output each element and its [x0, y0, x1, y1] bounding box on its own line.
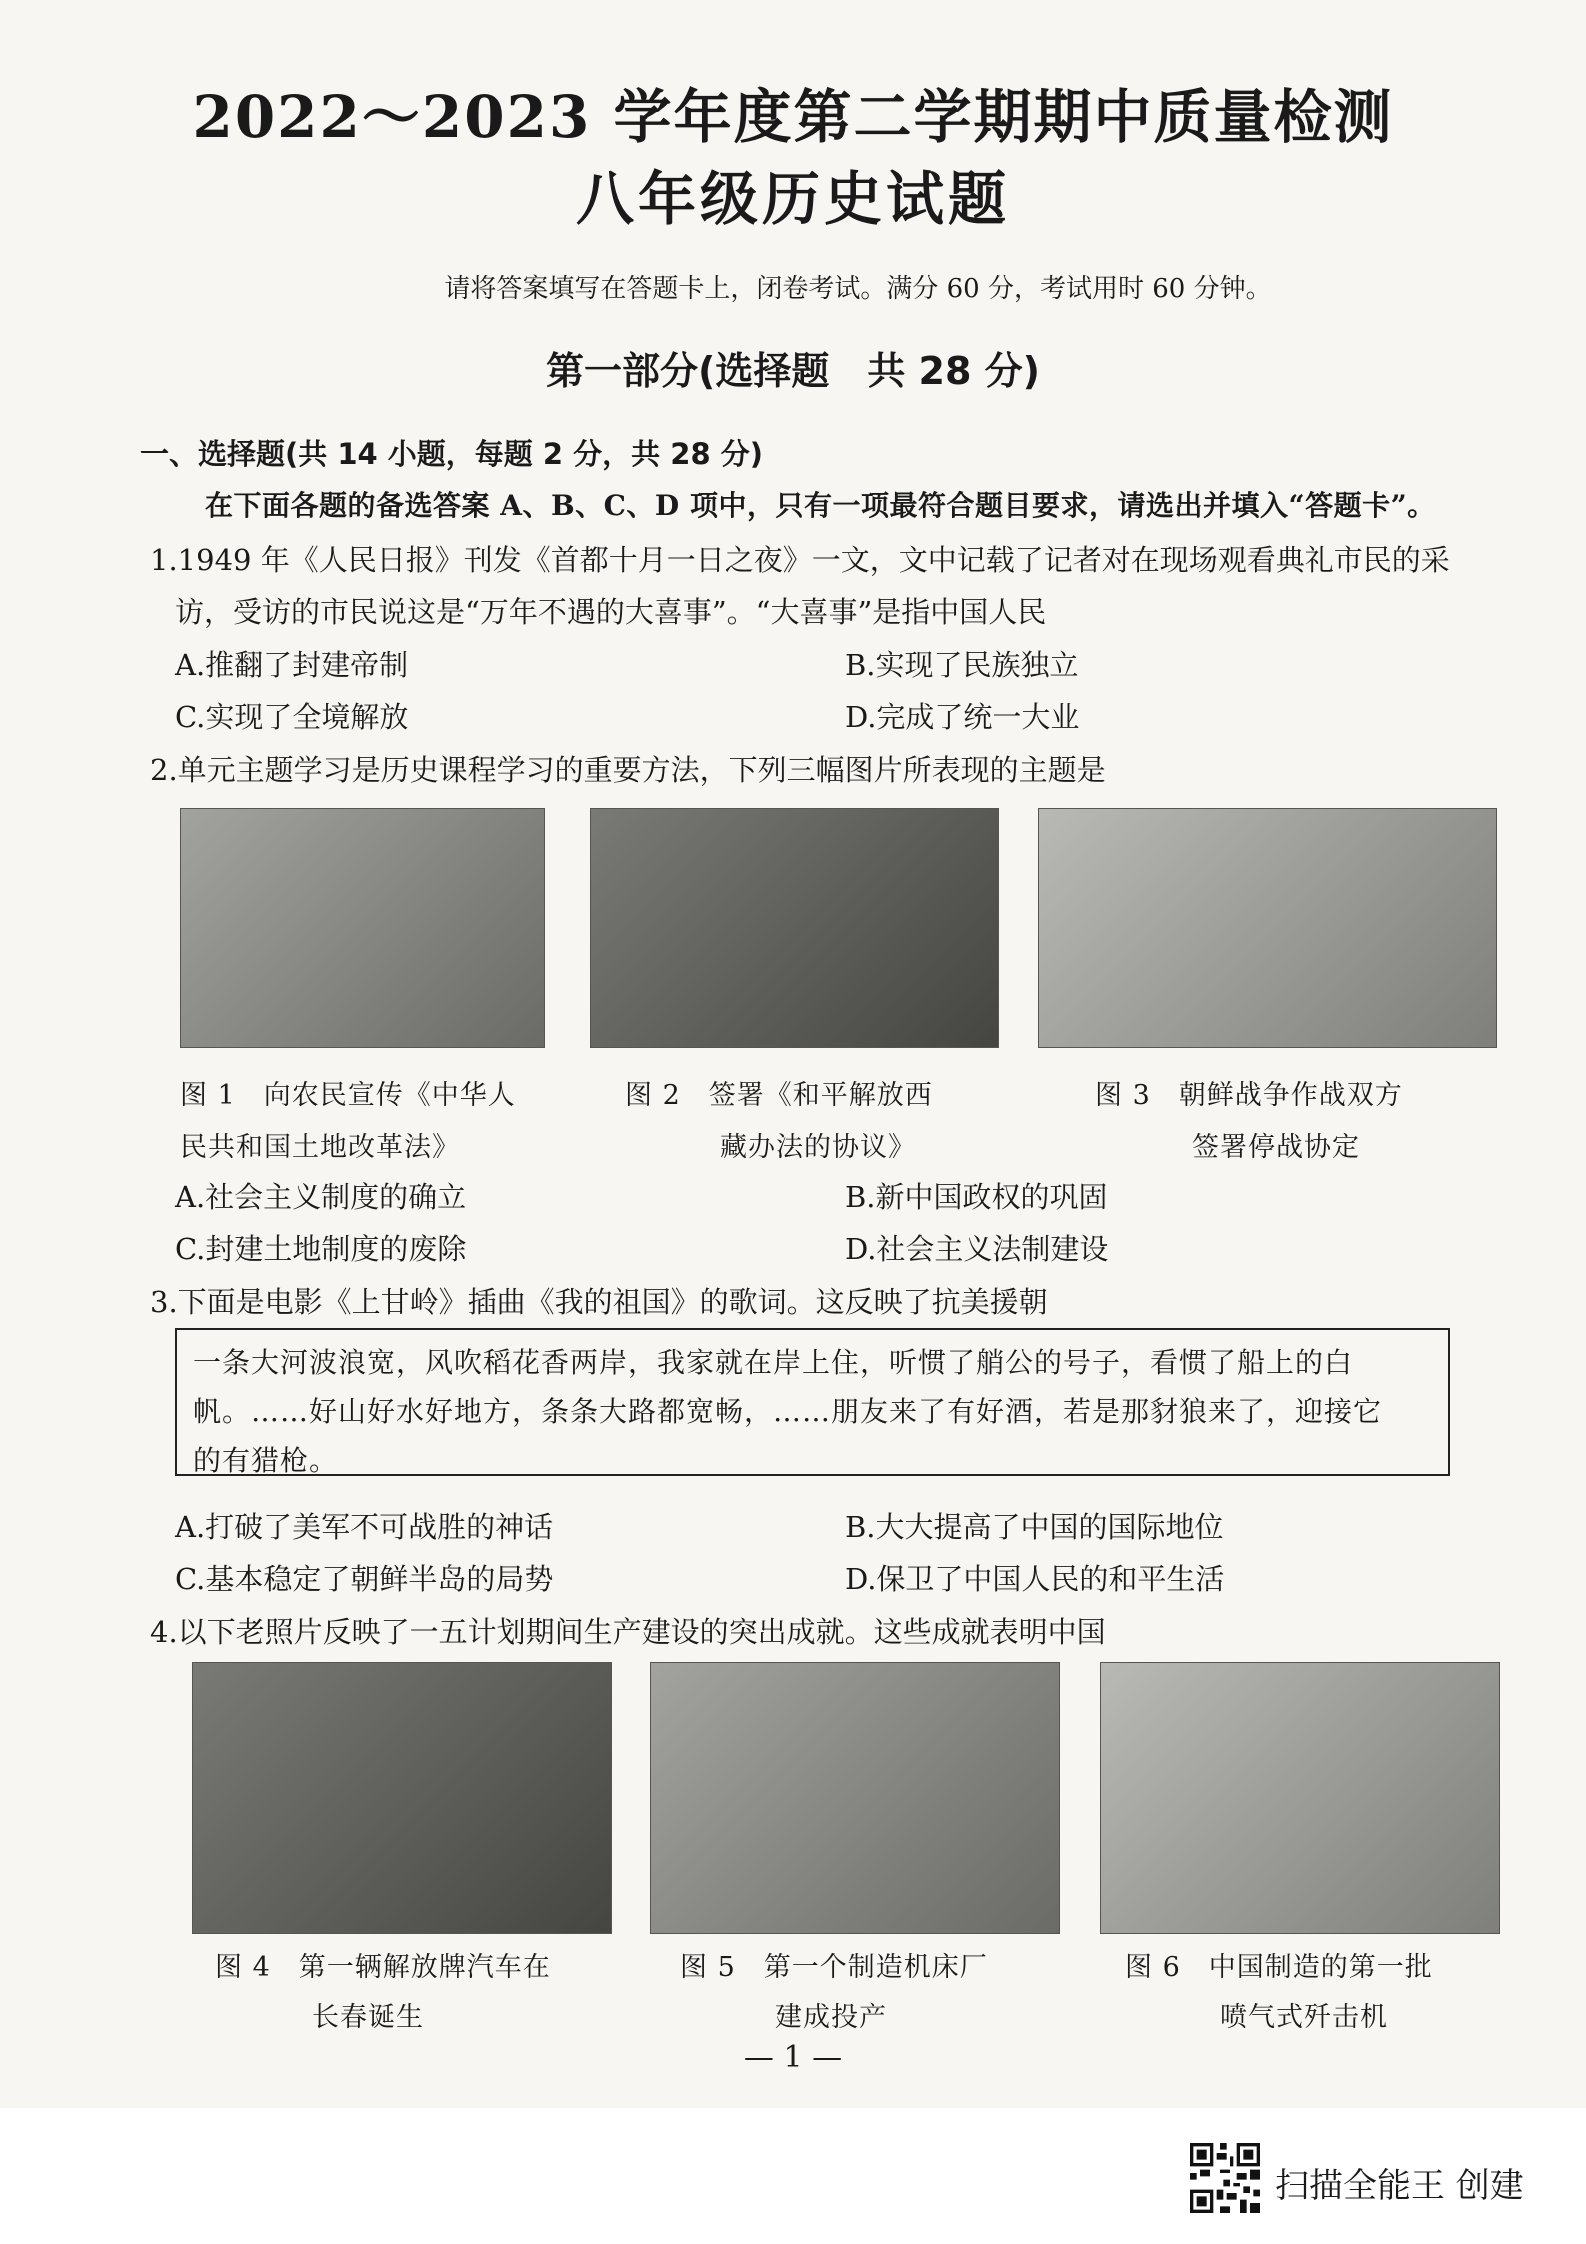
figure-4-caption-line2: 长春诞生: [312, 2002, 424, 2033]
q3-option-d: D.保卫了中国人民的和平生活: [845, 1562, 1225, 1596]
figure-6-caption-line2: 喷气式歼击机: [1220, 2002, 1388, 2033]
q1-stem-line1: 1.1949 年《人民日报》刊发《首都十月一日之夜》一文，文中记载了记者对在现场观看典礼市民的采: [150, 543, 1450, 577]
figure-3-caption-line2: 签署停战协定: [1192, 1132, 1360, 1163]
lyrics-line1: 一条大河波浪宽，风吹稻花香两岸，我家就在岸上住，听惯了艄公的号子，看惯了船上的白: [193, 1346, 1354, 1379]
figure-1-caption-line1: 图 1 向农民宣传《中华人: [180, 1080, 516, 1111]
q1-option-c: C.实现了全境解放: [175, 700, 409, 734]
part-heading: 第一部分(选择题 共 28 分): [545, 349, 1041, 393]
figure-2-caption-line1: 图 2 签署《和平解放西: [625, 1080, 933, 1111]
figure-2-caption-line2: 藏办法的协议》: [720, 1132, 916, 1163]
figure-1-photo: [180, 808, 545, 1048]
q2-stem: 2.单元主题学习是历史课程学习的重要方法，下列三幅图片所表现的主题是: [150, 753, 1106, 787]
q4-stem: 4.以下老照片反映了一五计划期间生产建设的突出成就。这些成就表明中国: [150, 1615, 1106, 1649]
q3-option-b: B.大大提高了中国的国际地位: [845, 1510, 1224, 1544]
figure-3-photo: [1038, 808, 1497, 1048]
lyrics-box: [175, 1328, 1450, 1476]
q1-option-a: A.推翻了封建帝制: [175, 648, 409, 682]
lyrics-line3: 的有猎枪。: [193, 1444, 339, 1477]
section-title: 一、选择题(共 14 小题，每题 2 分，共 28 分): [140, 437, 763, 471]
figure-1-caption-line2: 民共和国土地改革法》: [180, 1132, 460, 1163]
figure-3-caption-line1: 图 3 朝鲜战争作战双方: [1095, 1080, 1403, 1111]
figure-6-photo: [1100, 1662, 1500, 1934]
exam-title: 2022～2023 学年度第二学期期中质量检测: [192, 83, 1394, 151]
q2-option-b: B.新中国政权的巩固: [845, 1180, 1108, 1214]
q3-option-a: A.打破了美军不可战胜的神话: [175, 1510, 554, 1544]
q2-option-a: A.社会主义制度的确立: [175, 1180, 467, 1214]
exam-note: 请将答案填写在答题卡上，闭卷考试。满分 60 分，考试用时 60 分钟。: [444, 274, 1272, 304]
scanner-brand-text: 扫描全能王 创建: [1275, 2166, 1524, 2206]
q2-option-c: C.封建土地制度的废除: [175, 1232, 467, 1266]
q1-stem-line2: 访，受访的市民说这是“万年不遇的大喜事”。“大喜事”是指中国人民: [175, 595, 1047, 629]
figure-5-photo: [650, 1662, 1060, 1934]
lyrics-line2: 帆。……好山好水好地方，条条大路都宽畅，……朋友来了有好酒，若是那豺狼来了，迎接它: [193, 1395, 1383, 1428]
figure-4-caption-line1: 图 4 第一辆解放牌汽车在: [215, 1952, 551, 1983]
q1-option-b: B.实现了民族独立: [845, 648, 1079, 682]
page-number: — 1 —: [743, 2040, 843, 2075]
figure-4-photo: [192, 1662, 612, 1934]
qr-code-icon: [1190, 2143, 1260, 2213]
q2-option-d: D.社会主义法制建设: [845, 1232, 1109, 1266]
q3-stem: 3.下面是电影《上甘岭》插曲《我的祖国》的歌词。这反映了抗美援朝: [150, 1285, 1048, 1319]
figure-5-caption-line2: 建成投产: [775, 2002, 887, 2033]
figure-2-photo: [590, 808, 999, 1048]
figure-6-caption-line1: 图 6 中国制造的第一批: [1125, 1952, 1433, 1983]
q1-option-d: D.完成了统一大业: [845, 700, 1080, 734]
exam-subtitle: 八年级历史试题: [575, 165, 1010, 233]
section-instruction: 在下面各题的备选答案 A、B、C、D 项中，只有一项最符合题目要求，请选出并填入“答题卡”。: [205, 489, 1436, 522]
figure-5-caption-line1: 图 5 第一个制造机床厂: [680, 1952, 988, 1983]
q3-option-c: C.基本稳定了朝鲜半岛的局势: [175, 1562, 554, 1596]
